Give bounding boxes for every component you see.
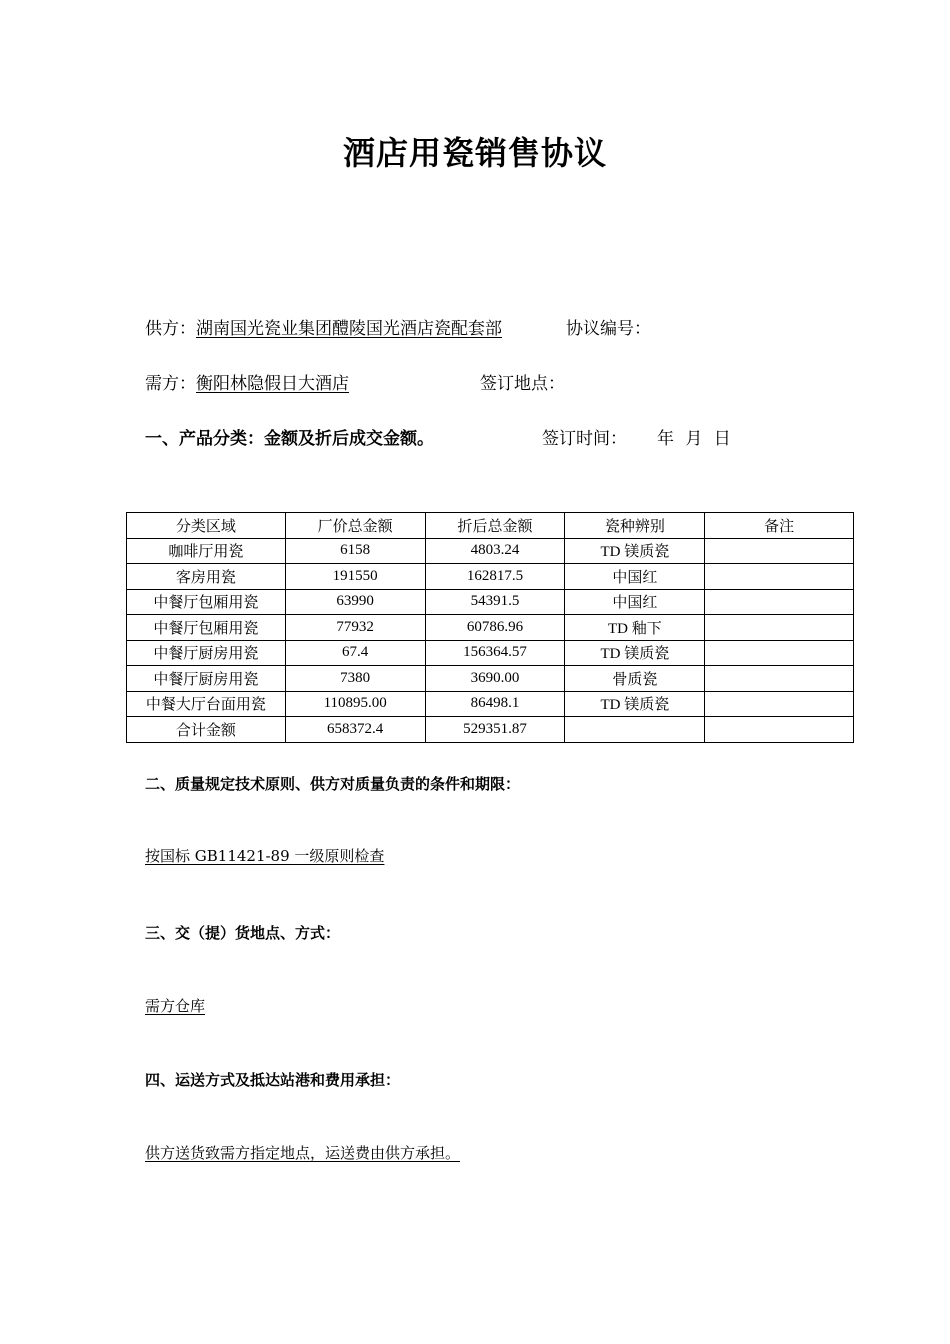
table-cell: 156364.57	[425, 640, 565, 666]
supplier-name: 湖南国光瓷业集团醴陵国光酒店瓷配套部	[196, 319, 502, 339]
section2-heading: 二、质量规定技术原则、供方对质量负责的条件和期限：	[145, 775, 521, 793]
table-cell: TD 镁质瓷	[565, 640, 705, 666]
table-cell: 658372.4	[285, 717, 425, 743]
table-cell: 54391.5	[425, 589, 565, 615]
table-cell: 中国红	[565, 564, 705, 590]
table-row	[127, 564, 854, 590]
supplier-label: 供方：	[145, 319, 196, 339]
table-cell: 客房用瓷	[127, 564, 286, 590]
table-cell	[705, 615, 854, 641]
table-cell: 86498.1	[425, 691, 565, 717]
table-row	[127, 589, 854, 615]
table-row	[127, 666, 854, 692]
section3-heading: 三、交（提）货地点、方式：	[145, 924, 341, 942]
table-cell: 191550	[285, 564, 425, 590]
buyer-line	[145, 369, 349, 394]
table-cell: 中餐厅厨房用瓷	[127, 640, 286, 666]
table-cell: 中餐厅包厢用瓷	[127, 615, 286, 641]
table-row	[127, 691, 854, 717]
product-table	[126, 512, 854, 743]
table-row	[127, 615, 854, 641]
table-cell: 529351.87	[425, 717, 565, 743]
table-row	[127, 538, 854, 564]
signing-date-value: 年 月 日	[657, 429, 731, 449]
table-row	[127, 717, 854, 743]
table-header-row	[127, 513, 854, 539]
table-cell	[705, 564, 854, 590]
table-cell: 4803.24	[425, 538, 565, 564]
table-header-cell: 折后总金额	[425, 513, 565, 539]
table-cell: 110895.00	[285, 691, 425, 717]
document-title: 酒店用瓷销售协议	[342, 134, 607, 172]
buyer-name: 衡阳林隐假日大酒店	[196, 374, 349, 394]
agreement-no-label: 协议编号：	[566, 319, 651, 339]
section3-content: 需方仓库	[145, 997, 206, 1015]
table-cell: 骨质瓷	[565, 666, 705, 692]
signing-place-label: 签订地点：	[480, 374, 565, 394]
table-cell	[705, 666, 854, 692]
table-cell: 162817.5	[425, 564, 565, 590]
buyer-label: 需方：	[145, 374, 196, 394]
table-row	[127, 640, 854, 666]
section2-content: 按国标 GB11421-89 一级原则检查	[145, 847, 385, 865]
table-cell: 60786.96	[425, 615, 565, 641]
table-header-cell: 分类区域	[127, 513, 286, 539]
table-cell: 7380	[285, 666, 425, 692]
table-cell	[705, 538, 854, 564]
table-cell	[565, 717, 705, 743]
table-header-cell: 备注	[705, 513, 854, 539]
supplier-line	[145, 314, 502, 339]
section4-heading: 四、运送方式及抵达站港和费用承担：	[145, 1071, 401, 1089]
table-cell: 中餐大厅台面用瓷	[127, 691, 286, 717]
table-cell: 67.4	[285, 640, 425, 666]
section1-heading: 一、产品分类：金额及折后成交金额。	[145, 429, 434, 449]
table-cell	[705, 640, 854, 666]
table-header-cell: 瓷种辨别	[565, 513, 705, 539]
section4-content: 供方送货致需方指定地点，运送费由供方承担。	[145, 1144, 461, 1162]
table-cell: TD 釉下	[565, 615, 705, 641]
table-cell	[705, 717, 854, 743]
table-cell: 合计金额	[127, 717, 286, 743]
table-cell: 咖啡厅用瓷	[127, 538, 286, 564]
table-cell	[705, 691, 854, 717]
table-cell: TD 镁质瓷	[565, 691, 705, 717]
table-cell: TD 镁质瓷	[565, 538, 705, 564]
table-cell: 中餐厅包厢用瓷	[127, 589, 286, 615]
signing-date-label: 签订时间：	[542, 429, 627, 449]
table-cell: 中餐厅厨房用瓷	[127, 666, 286, 692]
table-cell: 中国红	[565, 589, 705, 615]
table-cell: 3690.00	[425, 666, 565, 692]
table-cell: 63990	[285, 589, 425, 615]
table-header-cell: 厂价总金额	[285, 513, 425, 539]
table-cell: 77932	[285, 615, 425, 641]
table-cell	[705, 589, 854, 615]
table-cell: 6158	[285, 538, 425, 564]
